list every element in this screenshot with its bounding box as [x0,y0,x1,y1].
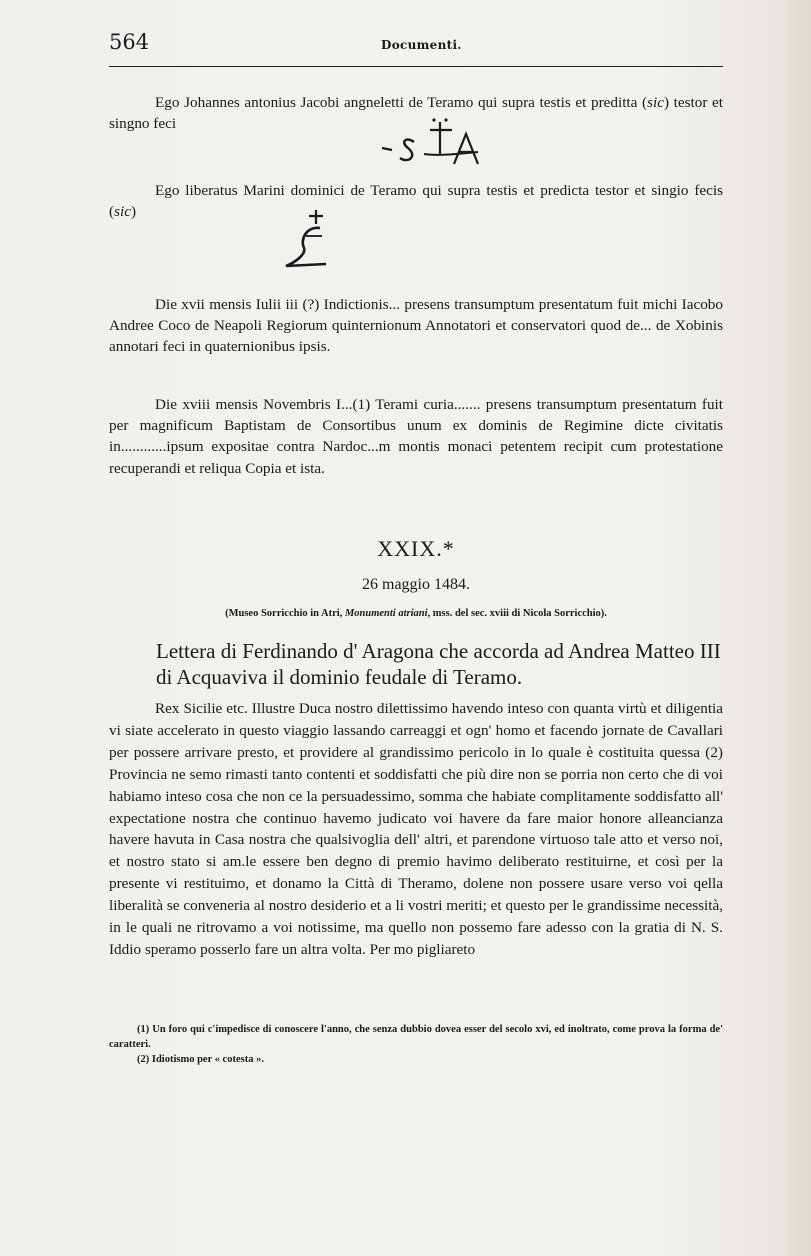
document-date: 26 maggio 1484. [362,576,470,593]
witness-2-text: Ego liberatus Marini dominici de Teramo qui supra testis et predicta testor et singio fecis (sic) [109,182,723,221]
page-header [109,30,723,60]
page-number: 564 [109,30,150,54]
document-source: (Museo Sorricchio in Atri, Monumenti atriani, mss. del sec. xviii di Nicola Sorricchio). [225,608,607,619]
header-rule [109,66,723,67]
paragraph-transumptum-2: Die xviii mensis Novembris I...(1) Terami curia....... presens transumptum presentatum fuit per magnificum Baptistam de Consortibus unum ex dominis de Regimine dicte civitatis in............ipsum expositae contra Nardoc...m montis monaci petentem recipit cum protestatione recuperandi et reliqua Copia et ista. [109,396,723,477]
footnote-1: (1) Un foro qui c'impedisce di conoscere l'anno, che senza dubbio dovea esser del secolo xvi, ed inoltrato, come prova la forma de' caratteri. [109,1024,723,1050]
witness-1-text: Ego Johannes antonius Jacobi angneletti de Teramo qui supra testis et preditta (sic) testor et singno feci [109,94,723,133]
footnotes [109,1022,723,1067]
letter-body: Rex Sicilie etc. Illustre Duca nostro dilettissimo havendo inteso con quanta virtù et diligentia vi siate accelerato in questo viaggio lassando carreaggi et ogn' homo et facendo jornate de Cavallari per possere arrivare presto, et providere al grandissimo pericolo in lo quale è costituita quessa (2) Provincia ne semo rimasti tanto contenti et soddisfatti che più dire non se porria non certo che di voi habiamo inteso cosa che non ce la persuadessimo, somma che habiate complitamente soddisfatto all' expectatione nostra che continuo havemo judicato voi havere da fare maior honore alleancianza havere havuta in Casa nostra che qualsivoglia dell' altri, et parendone virtuoso tale atto et verso noi, et nostro stato si am.le essere ben degno di premio havimo deliberato restituirne, et così per la presente vi restituimo, et donamo la Città di Theramo, dolene non possere usare verso voi qella liberalità se conveneria al nostro desiderio et a li vostri meriti; et questo per le grandissime necessità, in le quali ne ritrovamo a voi notissime, ma quello non possemo fare adesso con la gratia di N. S. Iddio speramo posserlo fare un altra volta. Per mo pigliareto [109,700,723,958]
document-title: Lettera di Ferdinando d' Aragona che accorda ad Andrea Matteo III di Acquaviva il dominio feudale di Teramo. [156,639,721,689]
footnote-2: (2) Idiotismo per « cotesta ». [137,1054,264,1065]
notarial-signature-mark [378,114,488,170]
document-number: XXIX.* [377,536,455,561]
notarial-signature-mark [276,206,336,272]
sic-mark: sic [114,203,131,221]
sic-mark: sic [647,94,664,111]
paragraph-transumptum-1: Die xvii mensis Iulii iii (?) Indictionis... presens transumptum presentatum fuit michi Iacobo Andree Coco de Neapoli Regiorum quinternionum Annotatori et conservatori quod de... de Xobinis annotari feci in quaternionibus ipsis. [109,296,723,356]
running-title: Documenti. [381,38,462,52]
